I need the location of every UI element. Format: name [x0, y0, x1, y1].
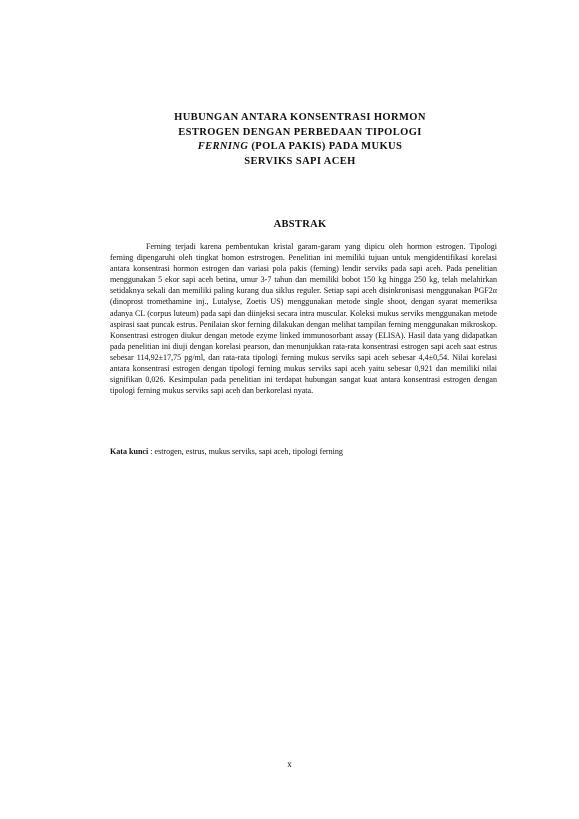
title-line-4: SERVIKS SAPI ACEH: [244, 155, 356, 167]
keywords-label: Kata kunci: [110, 447, 149, 456]
paper-title: [110, 111, 490, 169]
abstract-heading: ABSTRAK: [273, 219, 327, 230]
title-line-3-rest: (POLA PAKIS) PADA MUKUS: [248, 141, 403, 152]
abstract-body: Ferning terjadi karena pembentukan kristal garam-garam yang dipicu oleh hormon estrogen. Tipologi ferning dipengaruhi oleh tingkat homon estrstrogen. Penelitian ini memiliki tujuan untuk mengidentifikasi korelasi antara konsentrasi hormon estrogen dan variasi pola pakis (ferning) lendir serviks pada sapi aceh. Pada penelitian menggunakan 5 ekor sapi aceh betina, umur 3-7 tahun dan memiliki bobot 150 kg hingga 250 kg, telah melahirkan setidaknya sekali dan memiliki paling kurang dua siklus reguler. Setiap sapi aceh disinkronisasi menggunakan PGF2α (dinoprost tromethamine inj., Lutalyse, Zoetis US) menggunakan metode single shoot, dengan syarat memeriksa adanya CL (corpus luteum) pada sapi dan diinjeksi secara intra muscular. Koleksi mukus serviks menggunakan metode aspirasi saat puncak estrus. Penilaian skor ferning dilakukan dengan melihat tampilan ferning menggunakan mikroskop. Konsentrasi estrogen diukur dengan metode ezyme linked immunosorbant assay (ELISA). Hasil data yang didapatkan pada penelitian ini diuji dengan korelasi pearson, dan menunjukkan rata-rata konsentrasi estrogen sapi aceh saat estrus sebesar 114,92±17,75 pg/ml, dan rata-rata tipologi ferning mukus serviks sapi aceh sebesar 4,4±0,54. Nilai korelasi antara konsentrasi estrogen dengan tipologi ferning mukus serviks sapi aceh yaitu sebesar 0,921 dan memiliki nilai signifikan 0,026. Kesimpulan pada penelitian ini terdapat hubungan sangat kuat antara konsentrasi estrogen dengan tipologi ferning mukus serviks sapi aceh dan berkorelasi nyata.: [110, 242, 497, 396]
page-number: x: [287, 759, 292, 769]
title-line-2: ESTROGEN DENGAN PERBEDAAN TIPOLOGI: [178, 126, 422, 138]
title-italic-term: FERNING: [197, 141, 249, 152]
keywords-text: : estrogen, estrus, mukus serviks, sapi aceh, tipologi ferning: [148, 447, 343, 456]
keywords: [110, 446, 497, 457]
title-line-3: [110, 140, 490, 155]
title-line-1: HUBUNGAN ANTARA KONSENTRASI HORMON: [174, 112, 426, 123]
